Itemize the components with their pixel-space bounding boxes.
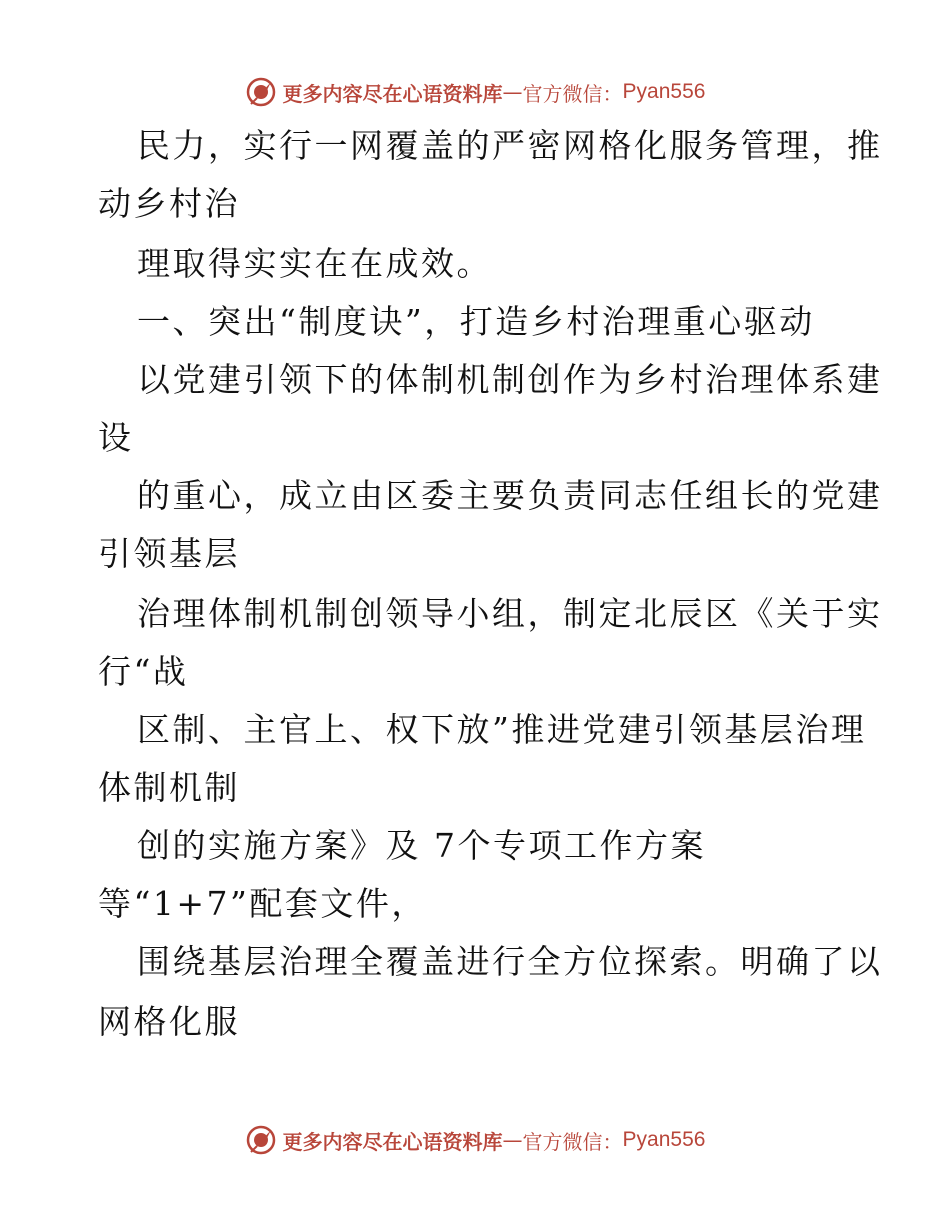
banner-contact-label: 官方微信： [522, 81, 623, 106]
footer-banner [0, 1120, 950, 1160]
body-line: 理取得实实在在成效。 [137, 244, 492, 283]
banner-slogan: 更多内容尽在心语资料库 [282, 1129, 503, 1154]
body-line: 民力，实行一网覆盖的严密网格化服务管理，推 [137, 126, 883, 165]
body-line: 以党建引领下的体制机制创作为乡村治理体系建 [137, 360, 883, 399]
section-heading: 一、突出“制度诀”，打造乡村治理重心驱动 [137, 302, 815, 341]
banner-contact-label: 官方微信： [522, 1129, 623, 1154]
body-line: 动乡村治 [98, 184, 240, 223]
header-banner [0, 72, 950, 112]
body-line: 等“1+7”配套文件， [98, 884, 427, 923]
body-line: 设 [98, 418, 134, 457]
quill-seal-icon [245, 1124, 277, 1156]
body-line: 行“战 [98, 652, 189, 691]
banner-separator: — [502, 80, 523, 104]
banner-contact-id: Pyan556 [622, 1128, 706, 1151]
banner-slogan: 更多内容尽在心语资料库 [282, 81, 503, 106]
banner-contact-id: Pyan556 [622, 80, 706, 103]
body-line: 引领基层 [98, 534, 240, 573]
body-line: 体制机制 [98, 768, 240, 807]
body-line: 治理体制机制创领导小组，制定北辰区《关于实 [137, 594, 883, 633]
quill-seal-icon [245, 76, 277, 108]
body-line: 创的实施方案》及 7个专项工作方案 [137, 826, 706, 865]
banner-separator: — [502, 1128, 523, 1152]
body-line: 的重心，成立由区委主要负责同志任组长的党建 [137, 476, 883, 515]
body-line: 网格化服 [98, 1002, 240, 1041]
body-line: 围绕基层治理全覆盖进行全方位探索。明确了以 [137, 942, 883, 981]
body-line: 区制、主官上、权下放”推进党建引领基层治理 [137, 710, 867, 749]
